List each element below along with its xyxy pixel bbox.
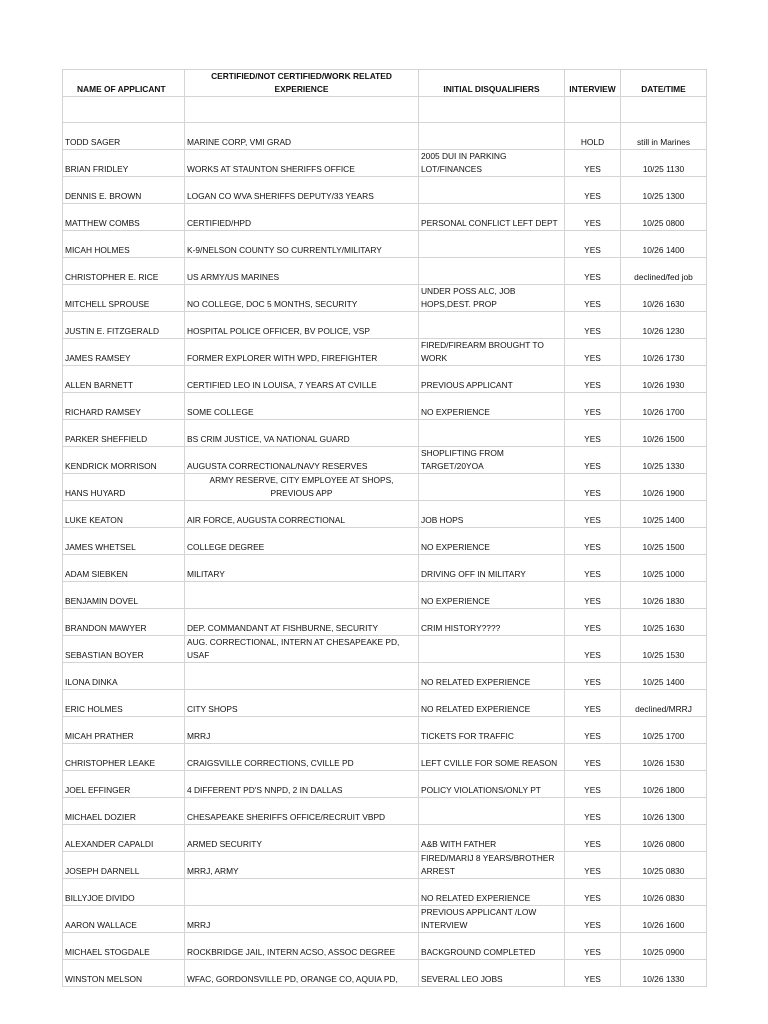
interview-cell: YES [565, 150, 621, 177]
table-row [63, 825, 707, 852]
applicant-name-cell: JAMES WHETSEL [63, 528, 185, 555]
applicant-name-cell: DENNIS E. BROWN [63, 177, 185, 204]
datetime-cell: 10/25 1630 [621, 609, 707, 636]
disqualifiers-cell [419, 231, 565, 258]
datetime-cell: 10/26 1830 [621, 582, 707, 609]
applicant-name-cell: WINSTON MELSON [63, 960, 185, 987]
experience-cell: HOSPITAL POLICE OFFICER, BV POLICE, VSP [185, 312, 419, 339]
experience-cell: ARMY RESERVE, CITY EMPLOYEE AT SHOPS, PREVIOUS APP [185, 474, 419, 501]
disqualifiers-cell: TICKETS FOR TRAFFIC [419, 717, 565, 744]
table-row [63, 123, 707, 150]
disqualifiers-cell: JOB HOPS [419, 501, 565, 528]
interview-cell: YES [565, 555, 621, 582]
applicant-name-cell: BRANDON MAWYER [63, 609, 185, 636]
datetime-cell: 10/26 1600 [621, 906, 707, 933]
blank-cell [63, 97, 185, 123]
disqualifiers-cell [419, 420, 565, 447]
table-row [63, 852, 707, 879]
applicant-name-cell: ILONA DINKA [63, 663, 185, 690]
table-row [63, 447, 707, 474]
table-row [63, 393, 707, 420]
datetime-cell: 10/25 1400 [621, 663, 707, 690]
disqualifiers-cell [419, 474, 565, 501]
header-disqualifiers: INITIAL DISQUALIFIERS [419, 70, 565, 97]
table-row [63, 366, 707, 393]
applicant-name-cell: ALEXANDER CAPALDI [63, 825, 185, 852]
blank-cell [565, 97, 621, 123]
datetime-cell: 10/26 1930 [621, 366, 707, 393]
experience-cell: BS CRIM JUSTICE, VA NATIONAL GUARD [185, 420, 419, 447]
interview-cell: YES [565, 393, 621, 420]
applicant-name-cell: BILLYJOE DIVIDO [63, 879, 185, 906]
interview-cell: YES [565, 636, 621, 663]
experience-cell: MARINE CORP, VMI GRAD [185, 123, 419, 150]
experience-cell [185, 879, 419, 906]
blank-cell [419, 97, 565, 123]
experience-cell: LOGAN CO WVA SHERIFFS DEPUTY/33 YEARS [185, 177, 419, 204]
datetime-cell: 10/25 0830 [621, 852, 707, 879]
experience-cell: WORKS AT STAUNTON SHERIFFS OFFICE [185, 150, 419, 177]
disqualifiers-cell: NO RELATED EXPERIENCE [419, 663, 565, 690]
experience-cell: CERTIFIED/HPD [185, 204, 419, 231]
experience-cell: MILITARY [185, 555, 419, 582]
interview-cell: YES [565, 663, 621, 690]
interview-cell: YES [565, 771, 621, 798]
applicant-name-cell: MICHAEL STOGDALE [63, 933, 185, 960]
table-row [63, 798, 707, 825]
experience-cell: CRAIGSVILLE CORRECTIONS, CVILLE PD [185, 744, 419, 771]
blank-cell [185, 97, 419, 123]
disqualifiers-cell: PREVIOUS APPLICANT /LOW INTERVIEW [419, 906, 565, 933]
applicant-spreadsheet [62, 69, 707, 987]
disqualifiers-cell: LEFT CVILLE FOR SOME REASON [419, 744, 565, 771]
table-row [63, 258, 707, 285]
applicant-name-cell: PARKER SHEFFIELD [63, 420, 185, 447]
interview-cell: YES [565, 528, 621, 555]
datetime-cell: declined/fed job [621, 258, 707, 285]
disqualifiers-cell: FIRED/FIREARM BROUGHT TO WORK [419, 339, 565, 366]
datetime-cell: 10/26 1230 [621, 312, 707, 339]
applicant-name-cell: BRIAN FRIDLEY [63, 150, 185, 177]
applicant-name-cell: CHRISTOPHER LEAKE [63, 744, 185, 771]
applicant-name-cell: CHRISTOPHER E. RICE [63, 258, 185, 285]
experience-cell: FORMER EXPLORER WITH WPD, FIREFIGHTER [185, 339, 419, 366]
table-row [63, 474, 707, 501]
interview-cell: YES [565, 420, 621, 447]
disqualifiers-cell: PREVIOUS APPLICANT [419, 366, 565, 393]
experience-cell: CHESAPEAKE SHERIFFS OFFICE/RECRUIT VBPD [185, 798, 419, 825]
applicant-name-cell: MICAH HOLMES [63, 231, 185, 258]
interview-cell: YES [565, 177, 621, 204]
disqualifiers-cell: 2005 DUI IN PARKING LOT/FINANCES [419, 150, 565, 177]
table-row [63, 285, 707, 312]
interview-cell: YES [565, 879, 621, 906]
disqualifiers-cell: A&B WITH FATHER [419, 825, 565, 852]
experience-cell: ARMED SECURITY [185, 825, 419, 852]
table-row [63, 771, 707, 798]
header-row [63, 70, 707, 97]
datetime-cell: 10/25 1000 [621, 555, 707, 582]
interview-cell: YES [565, 231, 621, 258]
experience-cell: US ARMY/US MARINES [185, 258, 419, 285]
applicant-name-cell: ALLEN BARNETT [63, 366, 185, 393]
applicant-name-cell: MITCHELL SPROUSE [63, 285, 185, 312]
applicant-name-cell: MICAH PRATHER [63, 717, 185, 744]
table-row [63, 555, 707, 582]
disqualifiers-cell: NO EXPERIENCE [419, 582, 565, 609]
applicant-name-cell: ERIC HOLMES [63, 690, 185, 717]
disqualifiers-cell: UNDER POSS ALC, JOB HOPS,DEST. PROP [419, 285, 565, 312]
blank-cell [621, 97, 707, 123]
table-row [63, 906, 707, 933]
table-row [63, 744, 707, 771]
experience-cell: CERTIFIED LEO IN LOUISA, 7 YEARS AT CVILLE [185, 366, 419, 393]
interview-cell: YES [565, 825, 621, 852]
experience-cell: K-9/NELSON COUNTY SO CURRENTLY/MILITARY [185, 231, 419, 258]
disqualifiers-cell: SHOPLIFTING FROM TARGET/20YOA [419, 447, 565, 474]
interview-cell: HOLD [565, 123, 621, 150]
datetime-cell: declined/MRRJ [621, 690, 707, 717]
table-row [63, 717, 707, 744]
table-body [63, 97, 707, 987]
experience-cell: NO COLLEGE, DOC 5 MONTHS, SECURITY [185, 285, 419, 312]
disqualifiers-cell: SEVERAL LEO JOBS [419, 960, 565, 987]
datetime-cell: 10/25 1400 [621, 501, 707, 528]
interview-cell: YES [565, 447, 621, 474]
applicant-name-cell: LUKE KEATON [63, 501, 185, 528]
datetime-cell: 10/26 1330 [621, 960, 707, 987]
table-row [63, 177, 707, 204]
experience-cell: MRRJ, ARMY [185, 852, 419, 879]
experience-cell: SOME COLLEGE [185, 393, 419, 420]
header-datetime: DATE/TIME [621, 70, 707, 97]
table-row [63, 582, 707, 609]
applicant-name-cell: SEBASTIAN BOYER [63, 636, 185, 663]
datetime-cell: 10/25 1300 [621, 177, 707, 204]
disqualifiers-cell: POLICY VIOLATIONS/ONLY PT [419, 771, 565, 798]
table-row [63, 609, 707, 636]
applicant-name-cell: BENJAMIN DOVEL [63, 582, 185, 609]
disqualifiers-cell [419, 636, 565, 663]
table-row [63, 420, 707, 447]
experience-cell: ROCKBRIDGE JAIL, INTERN ACSO, ASSOC DEGREE [185, 933, 419, 960]
applicant-name-cell: KENDRICK MORRISON [63, 447, 185, 474]
applicant-name-cell: RICHARD RAMSEY [63, 393, 185, 420]
applicant-name-cell: JOEL EFFINGER [63, 771, 185, 798]
experience-cell: DEP. COMMANDANT AT FISHBURNE, SECURITY [185, 609, 419, 636]
applicant-name-cell: HANS HUYARD [63, 474, 185, 501]
interview-cell: YES [565, 285, 621, 312]
table-row [63, 339, 707, 366]
table-row [63, 933, 707, 960]
experience-cell: AUG. CORRECTIONAL, INTERN AT CHESAPEAKE PD, USAF [185, 636, 419, 663]
datetime-cell: 10/25 1700 [621, 717, 707, 744]
interview-cell: YES [565, 582, 621, 609]
datetime-cell: 10/26 1700 [621, 393, 707, 420]
table-row [63, 690, 707, 717]
datetime-cell: still in Marines [621, 123, 707, 150]
interview-cell: YES [565, 474, 621, 501]
datetime-cell: 10/25 0900 [621, 933, 707, 960]
datetime-cell: 10/26 1730 [621, 339, 707, 366]
disqualifiers-cell: NO EXPERIENCE [419, 528, 565, 555]
interview-cell: YES [565, 339, 621, 366]
disqualifiers-cell: NO RELATED EXPERIENCE [419, 879, 565, 906]
datetime-cell: 10/26 1630 [621, 285, 707, 312]
disqualifiers-cell [419, 258, 565, 285]
disqualifiers-cell: BACKGROUND COMPLETED [419, 933, 565, 960]
table-row [63, 231, 707, 258]
interview-cell: YES [565, 366, 621, 393]
datetime-cell: 10/26 0830 [621, 879, 707, 906]
applicant-name-cell: AARON WALLACE [63, 906, 185, 933]
experience-cell: CITY SHOPS [185, 690, 419, 717]
experience-cell: COLLEGE DEGREE [185, 528, 419, 555]
disqualifiers-cell: PERSONAL CONFLICT LEFT DEPT [419, 204, 565, 231]
experience-cell: MRRJ [185, 717, 419, 744]
applicant-name-cell: JAMES RAMSEY [63, 339, 185, 366]
experience-cell [185, 582, 419, 609]
applicant-table [62, 69, 707, 987]
datetime-cell: 10/25 1330 [621, 447, 707, 474]
table-row [63, 150, 707, 177]
experience-cell: AIR FORCE, AUGUSTA CORRECTIONAL [185, 501, 419, 528]
table-row [63, 879, 707, 906]
interview-cell: YES [565, 960, 621, 987]
interview-cell: YES [565, 933, 621, 960]
table-row [63, 636, 707, 663]
datetime-cell: 10/26 1300 [621, 798, 707, 825]
disqualifiers-cell: CRIM HISTORY???? [419, 609, 565, 636]
interview-cell: YES [565, 798, 621, 825]
datetime-cell: 10/26 0800 [621, 825, 707, 852]
header-interview: INTERVIEW [565, 70, 621, 97]
table-row [63, 501, 707, 528]
datetime-cell: 10/25 0800 [621, 204, 707, 231]
interview-cell: YES [565, 744, 621, 771]
applicant-name-cell: MICHAEL DOZIER [63, 798, 185, 825]
interview-cell: YES [565, 258, 621, 285]
disqualifiers-cell: DRIVING OFF IN MILITARY [419, 555, 565, 582]
disqualifiers-cell [419, 177, 565, 204]
disqualifiers-cell: NO RELATED EXPERIENCE [419, 690, 565, 717]
disqualifiers-cell [419, 312, 565, 339]
interview-cell: YES [565, 609, 621, 636]
table-row [63, 960, 707, 987]
datetime-cell: 10/25 1500 [621, 528, 707, 555]
table-row [63, 312, 707, 339]
datetime-cell: 10/26 1530 [621, 744, 707, 771]
table-row [63, 663, 707, 690]
datetime-cell: 10/26 1800 [621, 771, 707, 798]
interview-cell: YES [565, 717, 621, 744]
experience-cell: MRRJ [185, 906, 419, 933]
disqualifiers-cell: FIRED/MARIJ 8 YEARS/BROTHER ARREST [419, 852, 565, 879]
datetime-cell: 10/26 1400 [621, 231, 707, 258]
applicant-name-cell: JOSEPH DARNELL [63, 852, 185, 879]
table-row [63, 204, 707, 231]
disqualifiers-cell [419, 798, 565, 825]
interview-cell: YES [565, 204, 621, 231]
experience-cell [185, 663, 419, 690]
experience-cell: 4 DIFFERENT PD'S NNPD, 2 IN DALLAS [185, 771, 419, 798]
datetime-cell: 10/26 1500 [621, 420, 707, 447]
experience-cell: AUGUSTA CORRECTIONAL/NAVY RESERVES [185, 447, 419, 474]
table-row [63, 528, 707, 555]
disqualifiers-cell [419, 123, 565, 150]
interview-cell: YES [565, 501, 621, 528]
blank-row [63, 97, 707, 123]
interview-cell: YES [565, 690, 621, 717]
interview-cell: YES [565, 852, 621, 879]
interview-cell: YES [565, 906, 621, 933]
disqualifiers-cell: NO EXPERIENCE [419, 393, 565, 420]
applicant-name-cell: ADAM SIEBKEN [63, 555, 185, 582]
applicant-name-cell: TODD SAGER [63, 123, 185, 150]
interview-cell: YES [565, 312, 621, 339]
datetime-cell: 10/26 1900 [621, 474, 707, 501]
header-experience: CERTIFIED/NOT CERTIFIED/WORK RELATED EXPERIENCE [185, 70, 419, 97]
experience-cell: WFAC, GORDONSVILLE PD, ORANGE CO, AQUIA PD, [185, 960, 419, 987]
applicant-name-cell: JUSTIN E. FITZGERALD [63, 312, 185, 339]
datetime-cell: 10/25 1530 [621, 636, 707, 663]
header-name: NAME OF APPLICANT [63, 70, 185, 97]
datetime-cell: 10/25 1130 [621, 150, 707, 177]
applicant-name-cell: MATTHEW COMBS [63, 204, 185, 231]
